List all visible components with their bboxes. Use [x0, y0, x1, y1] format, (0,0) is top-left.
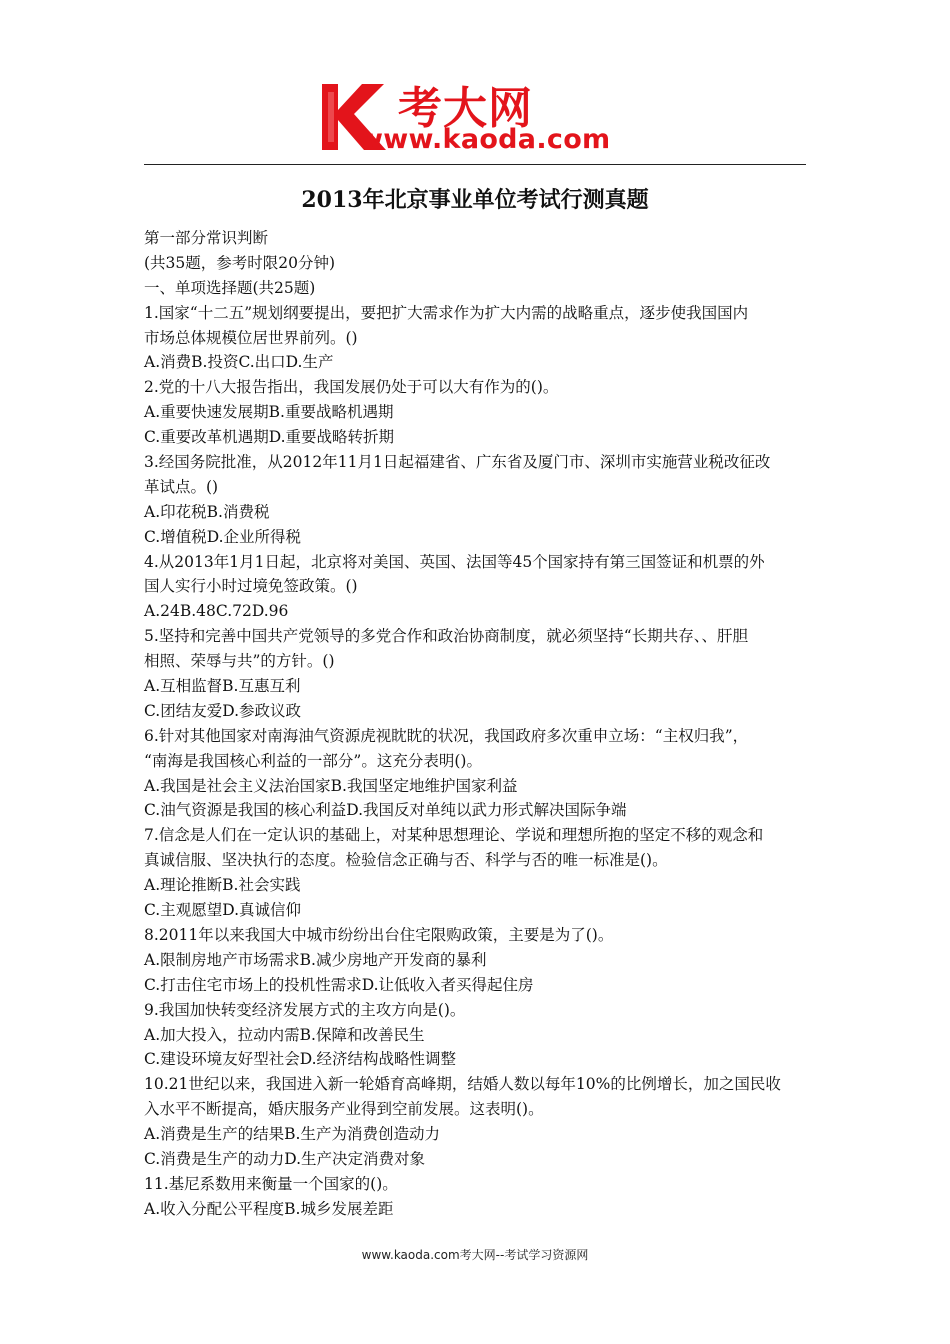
text-line: 9.我国加快转变经济发展方式的主攻方向是()。: [144, 1000, 466, 1019]
text-line: 真诚信服、坚决执行的态度。检验信念正确与否、科学与否的唯一标准是()。: [144, 851, 668, 870]
site-logo[interactable]: [318, 78, 648, 158]
text-line: 7.信念是人们在一定认识的基础上，对某种思想理论、学说和理想所抱的坚定不移的观念和: [144, 826, 764, 845]
text-line: C.打击住宅市场上的投机性需求D.让低收入者买得起住房: [144, 975, 534, 994]
text-line: 国人实行小时过境免签政策。(): [144, 577, 358, 596]
text-line: A.收入分配公平程度B.城乡发展差距: [144, 1199, 394, 1218]
text-line: 8.2011年以来我国大中城市纷纷出台住宅限购政策，主要是为了()。: [144, 925, 614, 944]
text-line: C.建设环境友好型社会D.经济结构战略性调整: [144, 1050, 457, 1069]
text-line: C.重要改革机遇期D.重要战略转折期: [144, 428, 395, 447]
text-line: A.理论推断B.社会实践: [144, 876, 301, 895]
text-line: C.油气资源是我国的核心利益D.我国反对单纯以武力形式解决国际争端: [144, 801, 627, 820]
text-line: 革试点。(): [144, 477, 219, 496]
text-line: C.主观愿望D.真诚信仰: [144, 901, 302, 920]
text-line: (共35题，参考时限20分钟): [144, 253, 336, 272]
text-line: 入水平不断提高，婚庆服务产业得到空前发展。这表明()。: [144, 1100, 544, 1119]
text-line: 4.从2013年1月1日起，北京将对美国、英国、法国等45个国家持有第三国签证和机票的外: [144, 552, 765, 571]
logo-url: www.kaoda.com: [358, 124, 611, 155]
document-body: [144, 226, 810, 1222]
text-line: A.互相监督B.互惠互利: [144, 677, 301, 696]
text-line: “南海是我国核心利益的一部分”。这充分表明()。: [144, 751, 482, 770]
text-line: A.消费是生产的结果B.生产为消费创造动力: [144, 1125, 440, 1144]
document-title: 2013年北京事业单位考试行测真题: [301, 187, 649, 213]
text-line: A.限制房地产市场需求B.减少房地产开发商的暴利: [144, 950, 487, 969]
text-line: A.24B.48C.72D.96: [144, 602, 289, 621]
text-line: 第一部分常识判断: [144, 229, 269, 247]
text-line: A.加大投入，拉动内需B.保障和改善民生: [144, 1025, 425, 1044]
text-line: 11.基尼系数用来衡量一个国家的()。: [144, 1174, 398, 1193]
text-line: A.印花税B.消费税: [144, 502, 270, 521]
text-line: 一、单项选择题(共25题): [144, 278, 316, 297]
text-line: C.团结友爱D.参政议政: [144, 701, 302, 720]
text-line: 5.坚持和完善中国共产党领导的多党合作和政治协商制度，就必须坚持“长期共存、、肝胆: [144, 627, 748, 646]
text-line: 1.国家“十二五”规划纲要提出，要把扩大需求作为扩大内需的战略重点，逐步使我国国内: [144, 303, 749, 322]
logo-title: 考大网: [398, 83, 533, 134]
text-line: A.消费B.投资C.出口D.生产: [144, 353, 334, 372]
text-line: A.重要快速发展期B.重要战略机遇期: [144, 403, 394, 422]
text-line: 3.经国务院批准，从2012年11月1日起福建省、广东省及厦门市、深圳市实施营业税改征改: [144, 453, 771, 472]
text-line: 10.21世纪以来，我国进入新一轮婚育高峰期，结婚人数以每年10%的比例增长，加之国民收: [144, 1075, 781, 1094]
text-line: 6.针对其他国家对南海油气资源虎视眈眈的状况，我国政府多次重申立场：“主权归我”，: [144, 726, 749, 745]
text-line: C.增值税D.企业所得税: [144, 527, 302, 546]
text-line: 相照、荣辱与共”的方针。(): [144, 652, 335, 671]
text-line: C.消费是生产的动力D.生产决定消费对象: [144, 1149, 426, 1168]
text-line: 市场总体规模位居世界前列。(): [144, 328, 358, 347]
header-divider: [144, 164, 806, 165]
text-line: 2.党的十八大报告指出，我国发展仍处于可以大有作为的()。: [144, 378, 559, 397]
page-footer: www.kaoda.com考大网--考试学习资源网: [361, 1248, 589, 1262]
text-line: A.我国是社会主义法治国家B.我国坚定地维护国家利益: [144, 776, 518, 795]
